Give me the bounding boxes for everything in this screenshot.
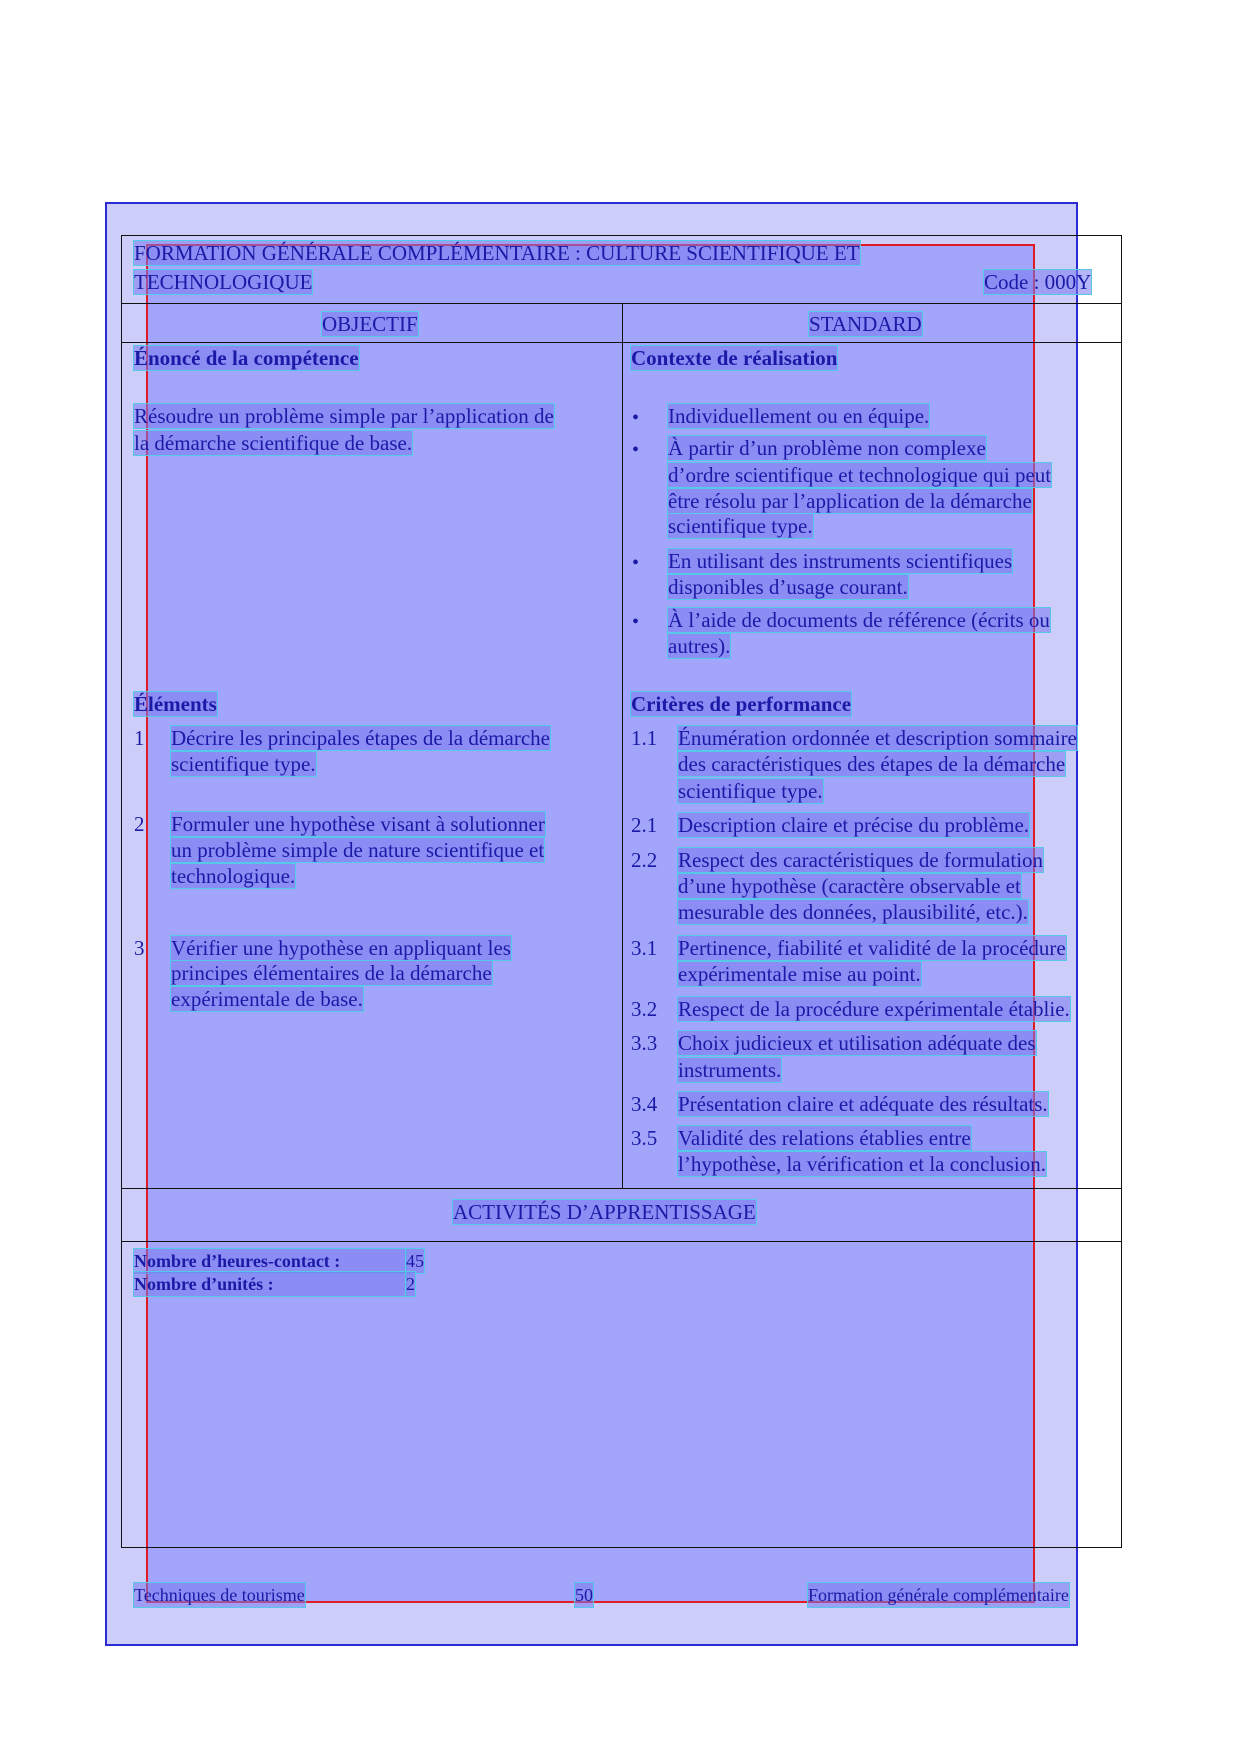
element-line: un problème simple de nature scientifique et [171, 838, 545, 862]
critere-line: d’une hypothèse (caractère observable et [678, 874, 1021, 898]
critere-line: instruments. [678, 1058, 782, 1082]
contexte-item-line: Individuellement ou en équipe. [668, 404, 930, 428]
unites-value: 2 [406, 1274, 415, 1294]
critere-line: Pertinence, fiabilité et validité de la procédure [678, 936, 1066, 960]
title-line-2: TECHNOLOGIQUE [134, 270, 313, 294]
contexte-item-line: À partir d’un problème non complexe [668, 436, 986, 460]
element-line: principes élémentaires de la démarche [171, 961, 492, 985]
bullet-glyph: • [632, 407, 640, 429]
critere-line: Validité des relations établies entre [678, 1126, 971, 1150]
element-number: 1 [134, 726, 145, 750]
contexte-item-line: être résolu par l’application de la démarche [668, 489, 1032, 513]
heures-contact-value: 45 [406, 1251, 424, 1271]
critere-number: 2.1 [631, 813, 658, 837]
element-line: Vérifier une hypothèse en appliquant les [171, 936, 511, 960]
element-line: Décrire les principales étapes de la démarche [171, 726, 550, 750]
critere-number: 3.4 [631, 1092, 658, 1116]
critere-line: Choix judicieux et utilisation adéquate des [678, 1031, 1036, 1055]
critere-number: 1.1 [631, 726, 658, 750]
criteres-heading: Critères de performance [631, 692, 852, 716]
critere-line: l’hypothèse, la vérification et la conclusion. [678, 1152, 1046, 1176]
element-line: scientifique type. [171, 752, 316, 776]
critere-line: mesurable des données, plausibilité, etc.). [678, 900, 1028, 924]
critere-line: expérimentale mise au point. [678, 962, 921, 986]
element-number: 3 [134, 936, 145, 960]
critere-line: des caractéristiques des étapes de la démarche [678, 752, 1066, 776]
contexte-item-line: scientifique type. [668, 514, 813, 538]
column-header-standard: STANDARD [809, 312, 922, 336]
bullet-glyph: • [632, 611, 640, 633]
bullet-glyph: • [632, 552, 640, 574]
divider-activites-top [121, 1188, 1122, 1189]
element-line: Formuler une hypothèse visant à solutionner [171, 812, 545, 836]
heures-contact-label: Nombre d’heures-contact : [134, 1249, 406, 1273]
critere-number: 3.5 [631, 1126, 658, 1150]
contexte-item-line: autres). [668, 634, 731, 658]
contexte-item-line: d’ordre scientifique et technologique qui peut [668, 463, 1052, 487]
critere-number: 2.2 [631, 848, 658, 872]
critere-number: 3.3 [631, 1031, 658, 1055]
course-code: Code : 000Y [984, 270, 1092, 294]
element-line: expérimentale de base. [171, 987, 363, 1011]
critere-line: Présentation claire et adéquate des résultats. [678, 1092, 1048, 1116]
element-number: 2 [134, 812, 145, 836]
critere-line: scientifique type. [678, 779, 823, 803]
contexte-heading: Contexte de réalisation [631, 346, 838, 370]
critere-line: Description claire et précise du problème. [678, 813, 1030, 837]
contexte-item-line: À l’aide de documents de référence (écrits ou [668, 608, 1050, 632]
critere-line: Respect de la procédure expérimentale établie. [678, 997, 1070, 1021]
divider-vertical [622, 303, 623, 1188]
critere-line: Énumération ordonnée et description sommaire [678, 726, 1077, 750]
competence-heading: Énoncé de la compétence [134, 346, 359, 370]
critere-number: 3.1 [631, 936, 658, 960]
title-line-1: FORMATION GÉNÉRALE COMPLÉMENTAIRE : CULTURE SCIENTIFIQUE ET [134, 241, 860, 265]
elements-heading: Éléments [134, 692, 217, 716]
unites-label: Nombre d’unités : [134, 1272, 406, 1296]
divider-activites-bottom [121, 1241, 1122, 1242]
footer-page-number: 50 [575, 1585, 593, 1605]
competence-line: la démarche scientifique de base. [134, 431, 413, 455]
activites-heading: ACTIVITÉS D’APPRENTISSAGE [453, 1200, 756, 1224]
footer-right: Formation générale complémentaire [808, 1585, 1069, 1605]
element-line: technologique. [171, 864, 296, 888]
contexte-item-line: disponibles d’usage courant. [668, 575, 908, 599]
competence-line: Résoudre un problème simple par l’application de [134, 404, 554, 428]
bullet-glyph: • [632, 439, 640, 461]
column-header-objectif: OBJECTIF [322, 312, 418, 336]
contexte-item-line: En utilisant des instruments scientifiques [668, 549, 1013, 573]
critere-number: 3.2 [631, 997, 658, 1021]
footer-left: Techniques de tourisme [134, 1585, 305, 1605]
critere-line: Respect des caractéristiques de formulation [678, 848, 1044, 872]
